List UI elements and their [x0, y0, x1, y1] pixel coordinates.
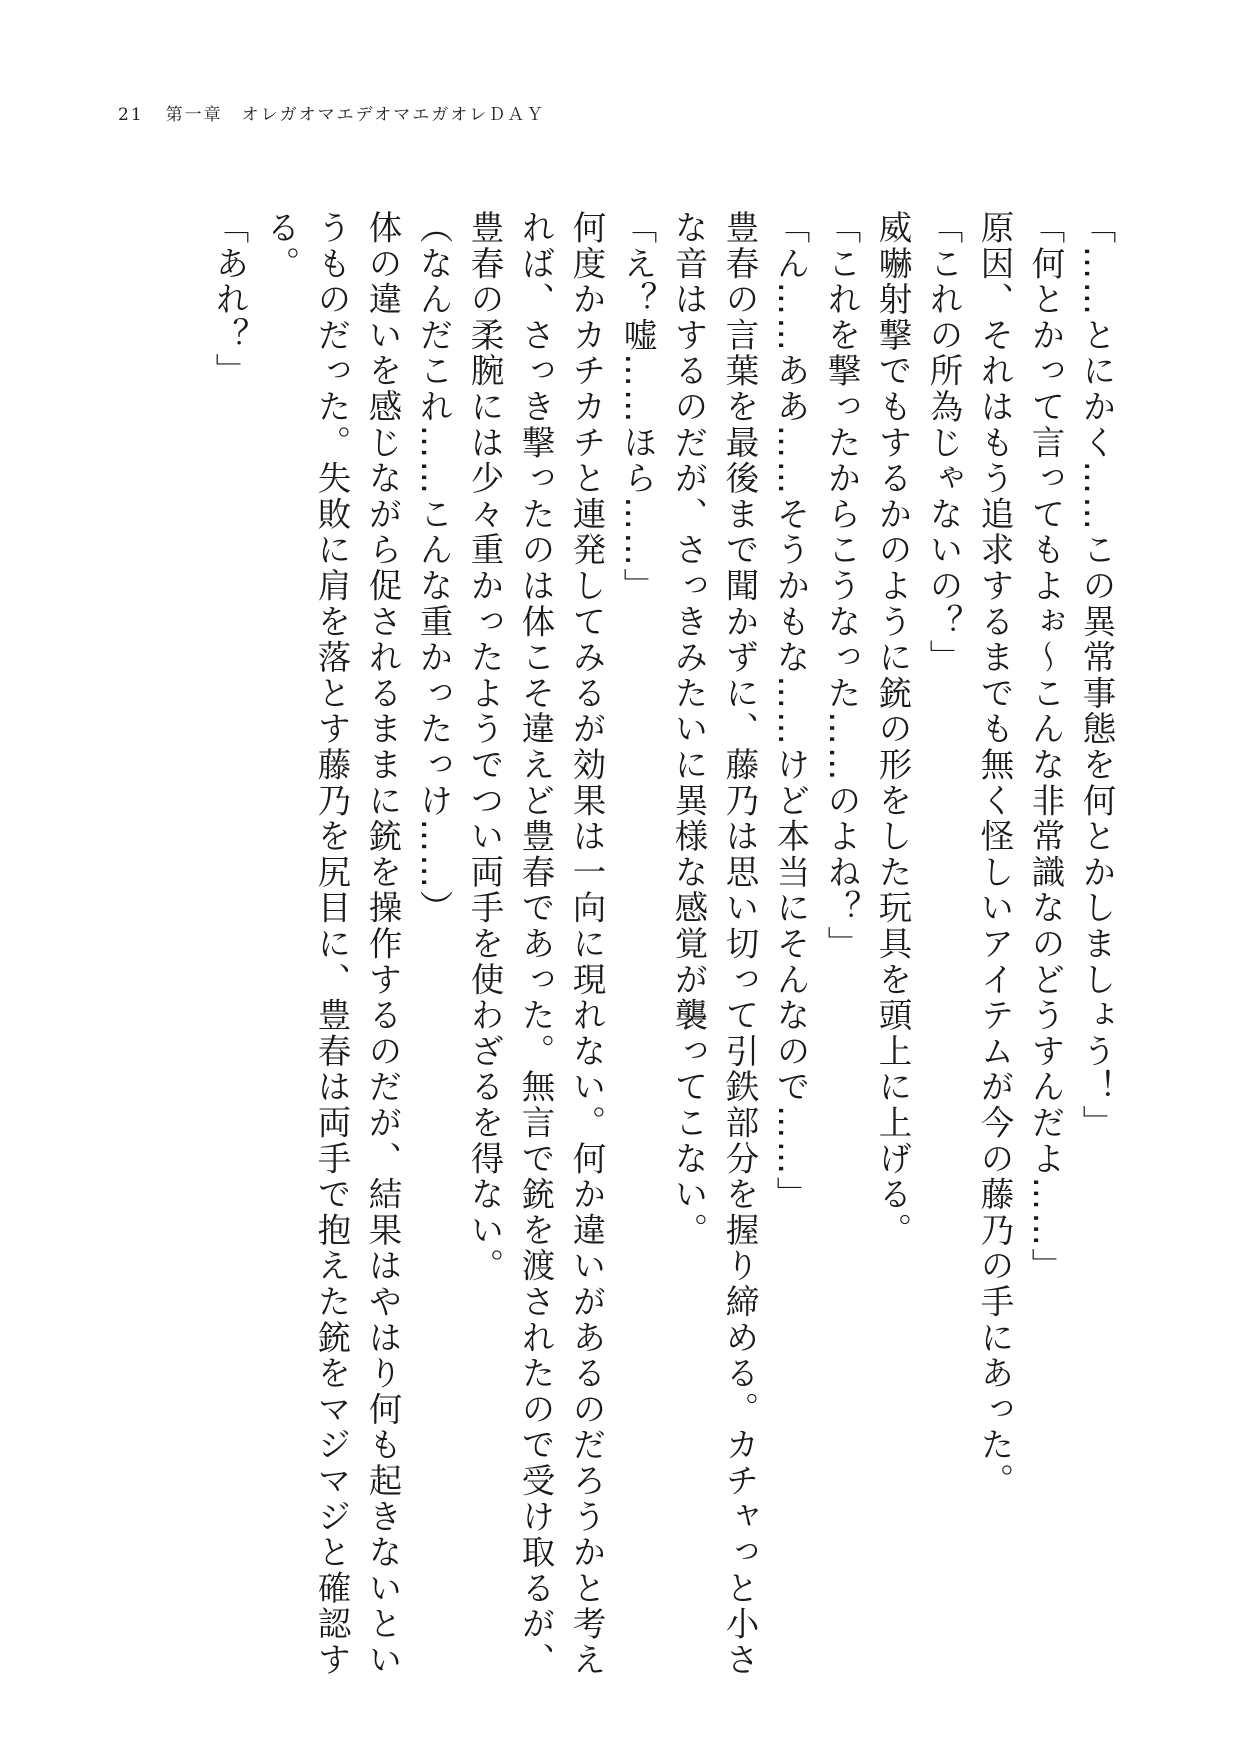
- body-text: [102, 210, 1122, 1680]
- paragraph: 「これの所為じゃないの？」: [924, 210, 963, 676]
- chapter-title: 第一章 オレガオマエデオマエガオレＤＡＹ: [165, 105, 546, 125]
- paragraph: 豊春の言葉を最後まで聞かずに、藤乃は思い切って引鉄部分を握り締める。カチャっと小さな音はするのだが、さっきみたいに異様な感覚が襲ってこない。: [669, 210, 759, 1678]
- paragraph: 「何とかって言ってもよぉ～こんな非常識なのどうすんだよ……」: [1026, 210, 1065, 1284]
- page-number: 21: [118, 105, 144, 125]
- paragraph: 「あれ？」: [210, 210, 249, 389]
- paragraph: 「……とにかく……この異常事態を何とかしましょう！」: [1077, 210, 1116, 1141]
- paragraph: 「これを撃ったからこうなった……のよね？」: [822, 210, 861, 962]
- running-header: [118, 100, 545, 125]
- paragraph: 原因、それはもう追求するまでも無く怪しいアイテムが今の藤乃の手にあった。: [975, 210, 1014, 1499]
- paragraph: 「ん……ああ……そうかもな……けど本当にそんなので……」: [771, 210, 810, 1213]
- paragraph: 威嚇射撃でもするかのように銃の形をした玩具を頭上に上げる。: [873, 210, 912, 1249]
- paragraph: （なんだこれ……こんな重かったっけ……）: [414, 210, 453, 926]
- paragraph: 体の違いを感じながら促されるままに銃を操作するのだが、結果はやはり何も起きないというものだった。失敗に肩を落とす藤乃を尻目に、豊春は両手で抱えた銃をマジマジと確認する。: [261, 210, 402, 1678]
- paragraph: 「え？嘘……ほら……」: [618, 210, 657, 604]
- paragraph: 何度かカチカチと連発してみるが効果は一向に現れない。何か違いがあるのだろうかと考えれば、さっき撃ったのは体こそ違えど豊春であった。無言で銃を渡されたので受け取るが、豊春の柔腕には少々重かったようでつい両手を使わざるを得ない。: [465, 210, 606, 1678]
